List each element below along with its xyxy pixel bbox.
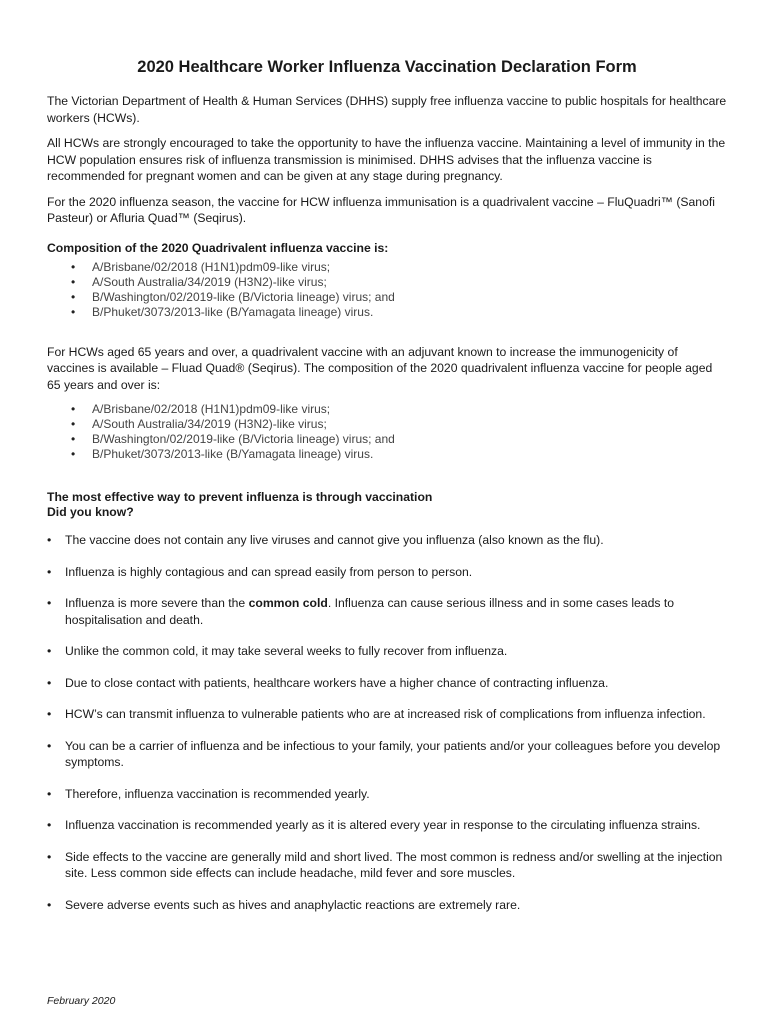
strain-item: • A/Brisbane/02/2018 (H1N1)pdm09-like virus; [47,260,727,275]
fact-item: • Therefore, influenza vaccination is recommended yearly. [47,786,727,803]
intro-paragraph-3: For the 2020 influenza season, the vaccine for HCW influenza immunisation is a quadrivalent vaccine – FluQuadri™ (Sanofi Pasteur) or Afluria Quad™ (Seqirus). [47,194,715,225]
fact-item: • Due to close contact with patients, healthcare workers have a higher chance of contracting influenza. [47,675,727,692]
intro-paragraph-1: The Victorian Department of Health & Human Services (DHHS) supply free influenza vaccine to public hospitals for healthcare workers (HCWs). [47,94,727,125]
fact-item: • Severe adverse events such as hives and anaphylactic reactions are extremely rare. [47,897,727,914]
strain-list [47,260,727,320]
strain-list-65 [47,402,727,462]
fact-item: • Influenza vaccination is recommended yearly as it is altered every year in response to the circulating influenza strains. [47,817,727,834]
fact-item: • The vaccine does not contain any live viruses and cannot give you influenza (also known as the flu). [47,532,727,549]
fact-item [47,595,727,628]
intro-paragraph-2: All HCWs are strongly encouraged to take the opportunity to have the influenza vaccine. Maintaining a level of immunity in the HCW population ensures risk of influenza transmission is minimised. DHHS advises that the influenza vaccine is recommended for pregnant women and can be given at any stage during pregnancy. [47,136,726,183]
strain-item: • B/Phuket/3073/2013-like (B/Yamagata lineage) virus. [47,447,727,462]
fact-item: • Unlike the common cold, it may take several weeks to fully recover from influenza. [47,643,727,660]
fact-item: • HCW’s can transmit influenza to vulnerable patients who are at increased risk of complications from influenza infection. [47,706,727,723]
fact-text: Influenza is more severe than the [65,596,249,610]
did-you-know-heading [47,490,727,520]
page-title: 2020 Healthcare Worker Influenza Vaccination Declaration Form [137,58,637,76]
did-you-know: Did you know? [47,505,134,519]
strain-item: • B/Washington/02/2019-like (B/Victoria lineage) virus; and [47,432,727,447]
over65-paragraph: For HCWs aged 65 years and over, a quadrivalent vaccine with an adjuvant known to increase the immunogenicity of vaccines is available – Fluad Quad® (Seqirus). The composition of the 2020 quadrivalent influenza vaccine for people aged 65 years and over is: [47,344,713,392]
strain-item: • B/Phuket/3073/2013-like (B/Yamagata lineage) virus. [47,305,727,320]
footer-date: February 2020 [47,995,116,1007]
effective-heading: The most effective way to prevent influenza is through vaccination [47,490,433,504]
strain-item: • B/Washington/02/2019-like (B/Victoria lineage) virus; and [47,290,727,305]
strain-item: • A/Brisbane/02/2018 (H1N1)pdm09-like virus; [47,402,727,417]
fact-item: • Side effects to the vaccine are generally mild and short lived. The most common is redness and/or swelling at the injection site. Less common side effects can include headache, mild fever and sore muscles. [47,849,727,882]
fact-item: • You can be a carrier of influenza and be infectious to your family, your patients and/or your colleagues before you develop symptoms. [47,738,727,771]
composition-heading: Composition of the 2020 Quadrivalent influenza vaccine is: [47,240,389,255]
fact-text: . Influenza can cause serious illness and in some cases leads to hospitalisation and death. [65,596,675,627]
strain-item: • A/South Australia/34/2019 (H3N2)-like virus; [47,275,727,290]
fact-item: • Influenza is highly contagious and can spread easily from person to person. [47,564,727,581]
document-page [47,58,727,928]
facts-list [47,532,727,913]
fact-bold-text: common cold [248,596,328,610]
strain-item: • A/South Australia/34/2019 (H3N2)-like virus; [47,417,727,432]
